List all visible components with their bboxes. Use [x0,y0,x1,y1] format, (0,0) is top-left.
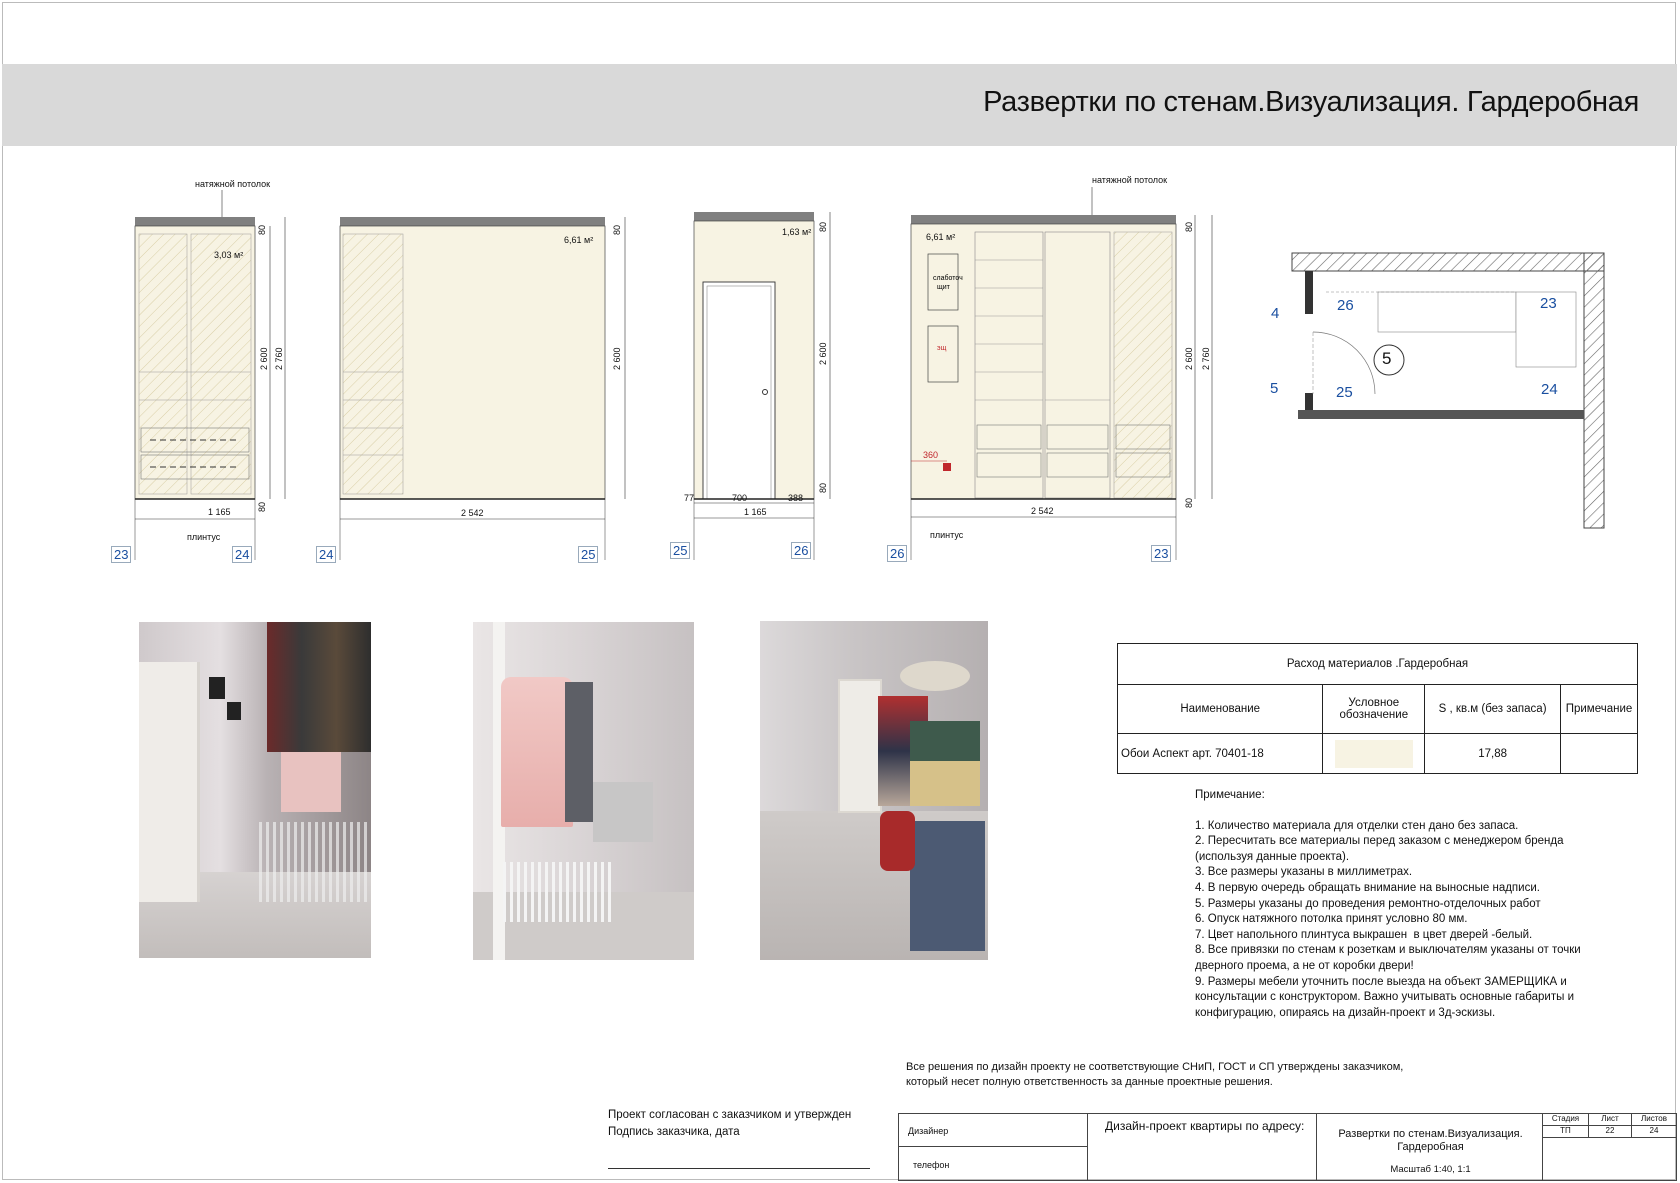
phone-label: телефон [913,1160,950,1170]
svg-text:80: 80 [1184,221,1194,232]
sheets-value: 24 [1631,1125,1677,1138]
material-area: 17,88 [1425,734,1561,774]
notes-heading: Примечание: [1195,789,1265,801]
materials-table-title: Расход материалов .Гардеробная [1118,644,1638,685]
sheets-label: Листов [1631,1113,1677,1126]
project-address-label: Дизайн-проект квартиры по адресу: [1105,1119,1305,1133]
svg-text:2 542: 2 542 [1031,506,1054,516]
svg-text:6,61 м²: 6,61 м² [564,235,594,245]
svg-text:6,61 м²: 6,61 м² [926,232,956,242]
svg-text:натяжной потолок: натяжной потолок [1092,175,1168,185]
note-item: 1. Количество материала для отделки стен дано без запаса. [1195,819,1519,832]
svg-text:80: 80 [1184,497,1194,508]
svg-text:77: 77 [684,493,695,503]
plan-tag-24: 24 [1541,381,1558,398]
note-item: 3. Все размеры указаны в миллиметрах. [1195,866,1413,879]
approval-line: Проект согласован с заказчиком и утвержден [608,1109,852,1121]
column-header: Примечание [1561,685,1638,734]
svg-text:360: 360 [923,450,939,460]
render-image-1 [139,622,371,958]
ceiling-note: натяжной потолок [195,179,271,189]
note-item: 5. Размеры указаны до проведения ремонтно-отделочных работ [1195,897,1541,910]
room-number: 5 [1382,349,1392,368]
svg-text:2 600: 2 600 [259,347,269,370]
wall-tag: 24 [316,546,336,563]
svg-text:388: 388 [788,493,804,503]
svg-text:80: 80 [257,501,267,512]
wall-tag: 25 [578,546,598,563]
svg-text:плинтус: плинтус [187,532,221,542]
page-title: Развертки по стенам.Визуализация. Гардеробная [983,86,1639,118]
note-item: 4. В первую очередь обращать внимание на выносные надписи. [1195,881,1540,894]
svg-text:2 760: 2 760 [1201,347,1211,370]
material-swatch-cell [1323,734,1425,774]
wall-tag: 23 [1151,545,1171,562]
elevation-3 [684,212,830,560]
table-row [1118,734,1638,774]
svg-text:слаботоч: слаботоч [933,275,963,282]
svg-text:плинтус: плинтус [930,530,964,540]
elevation-4 [911,175,1212,560]
elevation-1 [135,179,285,560]
sheet-value: 22 [1588,1125,1632,1138]
svg-text:эщ: эщ [937,345,947,352]
render-image-2 [473,622,694,960]
svg-text:1,63 м²: 1,63 м² [782,227,812,237]
wall-tag: 25 [670,542,690,559]
elevation-2 [340,217,625,560]
note-item: 2. Пересчитать все материалы перед заказом с менеджером бренда (используя данные проекта). [1195,835,1567,863]
render-image-3 [760,621,988,960]
disclaimer-line: который несет полную ответственность за данные проектные решения. [906,1076,1273,1088]
svg-text:80: 80 [818,482,828,493]
note-item: 6. Опуск натяжного потолка принят условно 80 мм. [1195,913,1468,926]
svg-text:1 165: 1 165 [744,507,767,517]
svg-text:80: 80 [818,221,828,232]
designer-label: Дизайнер [908,1126,949,1136]
svg-text:2 600: 2 600 [1184,347,1194,370]
svg-text:700: 700 [732,493,748,503]
plan-tag-4: 4 [1271,305,1280,322]
materials-table [1117,643,1638,774]
wall-tag: 24 [232,546,252,563]
svg-text:80: 80 [257,224,267,235]
svg-text:2 600: 2 600 [612,347,622,370]
plan-tag-25: 25 [1336,384,1353,401]
material-note [1561,734,1638,774]
column-header: Условное обозначение [1323,685,1425,734]
notes-block [1195,788,1615,1021]
svg-text:2 760: 2 760 [274,347,284,370]
material-name: Обои Аспект арт. 70401-18 [1118,734,1323,774]
sheet-title: Гардеробная [1397,1141,1464,1153]
note-item: 9. Размеры мебели уточнить после выезда на объект ЗАМЕРЩИКА и консультации с конструктором. Важно учитывать основные габариты и конфигурацию, опираясь на дизайн-проект и 3д-эскизы. [1195,975,1578,1019]
svg-text:2 542: 2 542 [461,508,484,518]
sheet-title: Развертки по стенам.Визуализация. [1338,1128,1523,1140]
title-block [898,1113,1677,1181]
signature-line [608,1168,870,1169]
svg-text:щит: щит [937,284,950,291]
svg-text:1 165: 1 165 [208,507,231,517]
wall-tag: 26 [887,545,907,562]
elevations-drawing [0,160,1680,580]
approval-block [608,1107,851,1141]
note-item: 8. Все привязки по стенам к розеткам и выключателям указаны от точки дверного проема, а не от коробки двери! [1195,944,1584,972]
stage-value: ТП [1542,1125,1589,1138]
column-header: S , кв.м (без запаса) [1425,685,1561,734]
wall-tag: 23 [111,546,131,563]
material-swatch [1335,740,1413,768]
plan-tag-23: 23 [1540,295,1557,312]
svg-text:2 600: 2 600 [818,342,828,365]
plan-tag-5: 5 [1270,380,1279,397]
disclaimer [906,1060,1446,1090]
stage-label: Стадия [1542,1113,1589,1126]
disclaimer-line: Все решения по дизайн проекту не соответствующие СНиП, ГОСТ и СП утверждены заказчиком, [906,1061,1404,1073]
plan-tag-26: 26 [1337,297,1354,314]
area-label: 3,03 м² [214,250,244,260]
approval-line: Подпись заказчика, дата [608,1126,740,1138]
sheet-label: Лист [1588,1113,1632,1126]
note-item: 7. Цвет напольного плинтуса выкрашен в цвет дверей -белый. [1195,928,1533,941]
title-banner [2,64,1677,146]
wall-tag: 26 [791,542,811,559]
scale-label: Масштаб 1:40, 1:1 [1390,1164,1471,1175]
column-header: Наименование [1118,685,1323,734]
svg-text:80: 80 [612,224,622,235]
